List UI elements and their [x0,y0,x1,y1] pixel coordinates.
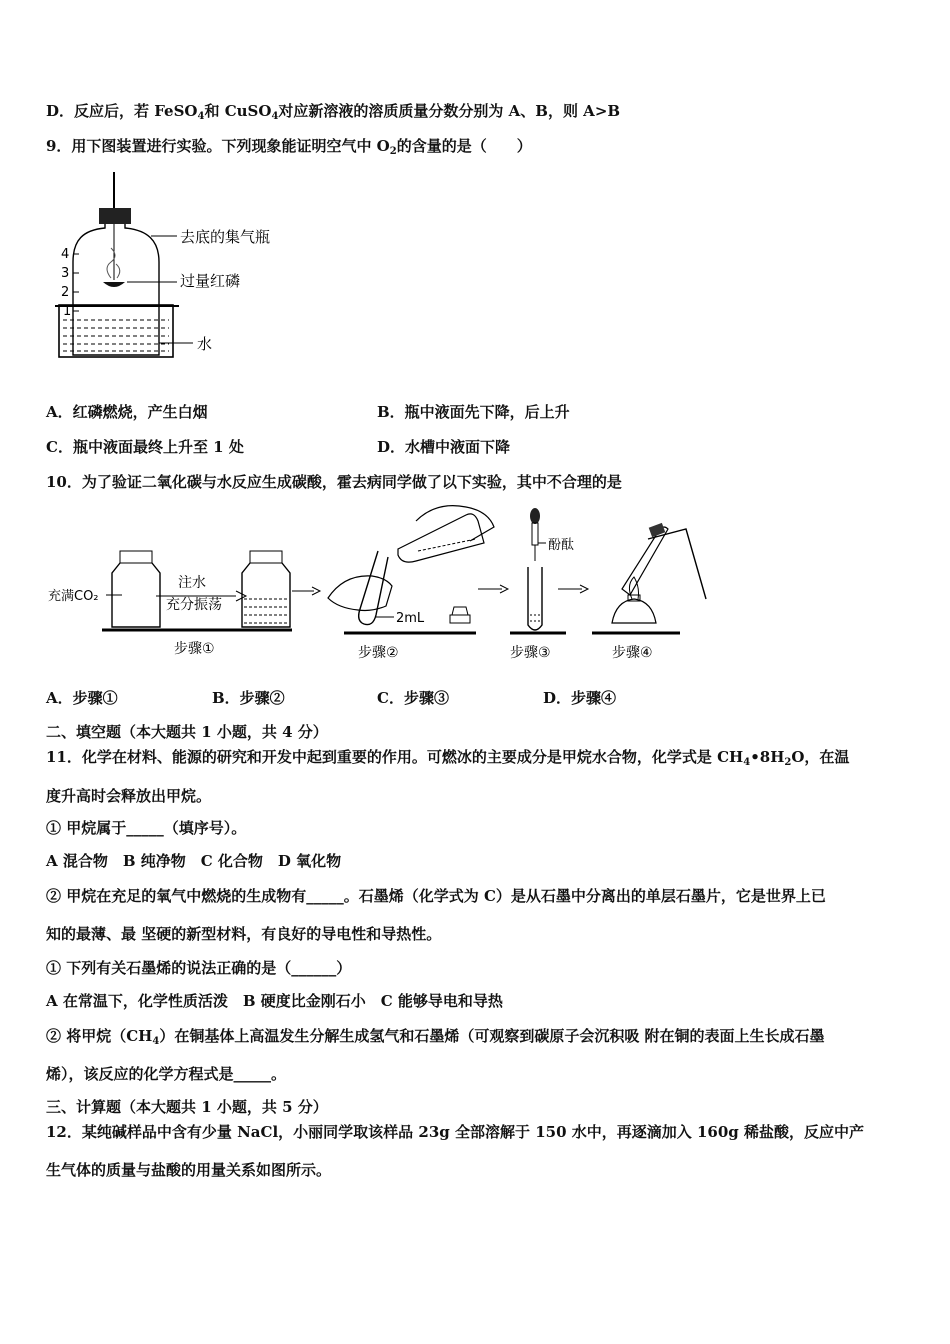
q9-apparatus-svg [55,170,315,370]
label-2ml: 2mL [396,611,425,626]
mark-2: 2 [61,285,70,300]
q11-line-2: 度升高时会释放出甲烷。 [46,787,212,805]
mark-3: 3 [61,266,70,281]
label-step2: 步骤② [358,645,399,661]
q11-line-7: ① 下列有关石墨烯的说法正确的是（______） [46,959,352,977]
q10-steps-figure [46,503,716,668]
label-water: 水 [197,335,213,353]
mark-4: 4 [61,247,70,262]
q9-stem: 9．用下图装置进行实验。下列现象能证明空气中 $O_2$的含量的是（ ） [46,137,532,157]
label-phenol: 酚酞 [548,538,575,553]
q11-line-8: A 在常温下，化学性质活泼 B 硬度比金刚石小 C 能够导电和导热 [46,992,503,1010]
label-inject: 注水 [178,575,206,591]
mark-1: 1 [63,304,72,319]
q11-line-4: A 混合物 B 纯净物 C 化合物 D 氧化物 [46,852,342,870]
q10-option-a: A．步骤① [46,689,118,707]
q10-option-b: B．步骤② [212,689,285,707]
section-3-heading: 三、计算题（本大题共 1 小题，共 5 分） [46,1098,328,1116]
q10-stem: 10．为了验证二氧化碳与水反应生成碳酸，霍去病同学做了以下实验，其中不合理的是 [46,473,622,491]
q10-option-d: D．步骤④ [543,689,617,707]
q11-line-1: 11．化学在材料、能源的研究和开发中起到重要的作用。可燃冰的主要成分是甲烷水合物，化学式是 $CH_4•8H_2O$，在温 [46,748,850,768]
q10-option-c: C．步骤③ [377,689,449,707]
q9-option-b: B．瓶中液面先下降，后上升 [377,403,570,421]
label-co2: 充满CO₂ [48,589,99,604]
label-step4: 步骤④ [612,645,653,661]
q11-line-9: ② 将甲烷$(CH_4)$在铜基体上高温发生分解生成氢气和石墨烯（可观察到碳原子会沉积吸 附在铜的表面上生长成石墨 [46,1027,825,1047]
q11-line-5: ② 甲烷在充足的氧气中燃烧的生成物有_____。石墨烯（化学式为 C）是从石墨中分离出的单层石墨片，它是世界上已 [46,887,826,905]
q9-option-a: A．红磷燃烧，产生白烟 [46,403,208,421]
q12-line-2: 生气体的质量与盐酸的用量关系如图所示。 [46,1161,332,1179]
label-shake: 充分振荡 [166,597,222,613]
q9-apparatus-figure [55,170,315,370]
q9-option-d: D．水槽中液面下降 [377,438,511,456]
q10-steps-svg [46,503,716,668]
section-2-heading: 二、填空题（本大题共 1 小题，共 4 分） [46,723,328,741]
q9-option-c: C．瓶中液面最终上升至 1 处 [46,438,244,456]
q11-line-3: ① 甲烷属于_____（填序号）。 [46,819,247,837]
label-bottle: 去底的集气瓶 [180,228,271,246]
q12-line-1: 12．某纯碱样品中含有少量 NaCl，小丽同学取该样品 23g 全部溶解于 150 水中，再逐滴加入 160g 稀盐酸，反应中产 [46,1123,864,1141]
q11-line-6: 知的最薄、最 坚硬的新型材料，有良好的导电性和导热性。 [46,925,442,943]
q8-option-d: D．反应后，若 FeSO$_4$和 CuSO$_4$对应新溶液的溶质质量分数分别为 A、B，则 A>B [46,102,621,122]
q11-line-10: 烯），该反应的化学方程式是_____。 [46,1065,287,1083]
label-step3: 步骤③ [510,645,551,661]
label-phosphorus: 过量红磷 [180,272,241,290]
label-step1: 步骤① [174,641,215,657]
